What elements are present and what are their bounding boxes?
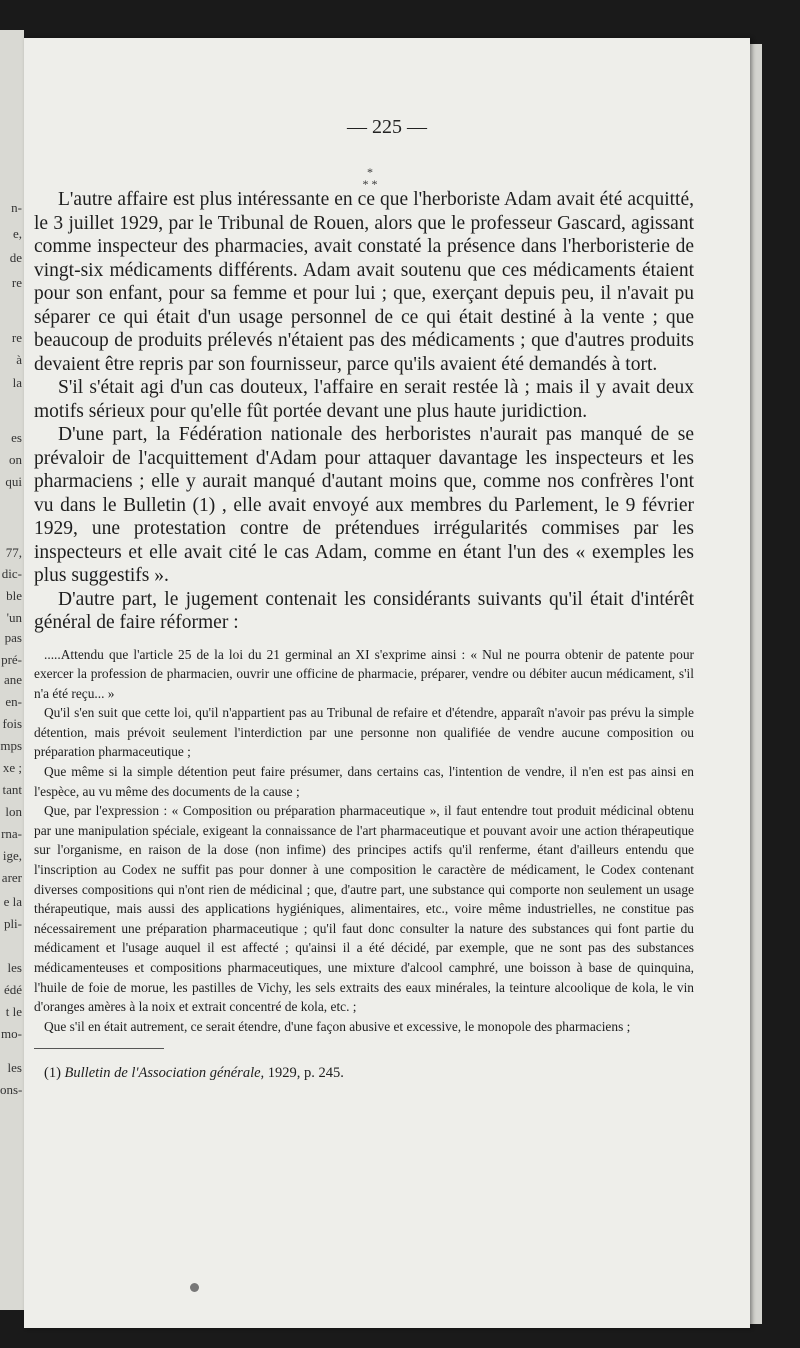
margin-fragment: arer (1, 870, 22, 885)
margin-fragment: re (11, 275, 22, 290)
page-body (34, 188, 694, 1083)
margin-fragment: mo- (1, 1026, 22, 1041)
paragraph: D'autre part, le jugement contenait les considérants suivants qu'il était d'intérêt général de faire réformer : (34, 588, 694, 633)
footnote-rule (34, 1048, 164, 1049)
margin-fragment: es (11, 430, 22, 445)
margin-fragment: on (9, 452, 22, 467)
margin-fragment: pli- (3, 916, 22, 931)
margin-fragment: ble (6, 588, 22, 603)
document-page (24, 38, 750, 1328)
asterism-top: * (367, 165, 373, 179)
paper-blemish (190, 1283, 199, 1292)
margin-fragment: t le (5, 1004, 22, 1019)
margin-fragment: 77, (5, 545, 22, 560)
margin-fragment: e, (12, 226, 22, 241)
margin-fragment: pas (4, 630, 22, 645)
footnote (34, 1063, 694, 1083)
margin-fragment: rna- (1, 826, 22, 841)
quoted-judgment (34, 645, 694, 1037)
margin-fragment: lon (5, 804, 22, 819)
margin-fragment: dic- (1, 566, 22, 581)
margin-fragment: les (7, 960, 22, 975)
paragraph: D'une part, la Fédération nationale des herboristes n'aurait pas manqué de se prévaloir de l'acquittement d'Adam pour attaquer davantage les inspecteurs et les pharmaciens ; elle y aurait manqué d'autant moins que, comme nos confrères l'ont vu dans le Bulletin (1) , elle avait envoyé aux membres du Parlement, le 9 février 1929, une protestation contre de prétendues irrégularités commises par les inspecteurs et elle avait cité le cas Adam, comme en étant l'un des « exemples les plus suggestifs ». (34, 424, 694, 586)
margin-fragment: e la (3, 894, 22, 909)
quote-paragraph: Qu'il s'en suit que cette loi, qu'il n'appartient pas au Tribunal de refaire et d'étendre, apparaît n'avoir pas prévu la simple détention, mais prévoit seulement l'interdiction par une personne non qualifiée de vendre aucune composition ou préparation pharmaceutique ; (34, 705, 694, 760)
adjacent-page-edge (0, 30, 24, 1310)
margin-fragment: à (16, 352, 22, 367)
margin-fragment: les (7, 1060, 22, 1075)
footnote-citation: 1929, p. 245. (264, 1065, 344, 1082)
margin-fragment: tant (2, 782, 22, 797)
margin-fragment: mps (0, 738, 22, 753)
asterism-bottom: * * (362, 177, 378, 191)
margin-fragment: ige, (2, 848, 22, 863)
quote-paragraph: Que s'il en était autrement, ce serait étendre, d'une façon abusive et excessive, le monopole des pharmaciens ; (44, 1018, 631, 1034)
margin-fragment: la (12, 375, 22, 390)
margin-fragment: qui (5, 474, 22, 489)
footnote-marker: (1) (44, 1065, 61, 1082)
margin-fragment: pré- (1, 652, 22, 667)
quote-paragraph: .....Attendu que l'article 25 de la loi du 21 germinal an XI s'exprime ainsi : « Nul ne pourra obtenir de patente pour exercer la profession de pharmacien, ouvrir une officine de pharmacie, préparer, vendre ou débiter aucun médicament, s'il n'a été reçu... » (34, 646, 694, 701)
page-edge-shadow (750, 44, 762, 1324)
margin-fragment: 'un (6, 610, 22, 625)
margin-fragment: fois (2, 716, 22, 731)
quote-paragraph: Que même si la simple détention peut faire présumer, dans certains cas, l'intention de vendre, il n'en est pas ainsi en l'espèce, au vu même des documents de la cause ; (34, 764, 694, 799)
margin-fragment: en- (5, 694, 22, 709)
page-number: — 225 — (347, 116, 427, 138)
footnote-title: Bulletin de l'Association générale, (64, 1065, 265, 1082)
paragraph: L'autre affaire est plus intéressante en ce que l'herboriste Adam avait été acquitté, le 3 juillet 1929, par le Tribunal de Rouen, alors que le professeur Gascard, agissant comme inspecteur des pharmacies, avait constaté la présence dans l'herboristerie de vingt-six médicaments différents. Adam avait soutenu que ces médicaments étaient pour son enfant, pour sa femme et pour lui ; que, exerçant depuis peu, il n'avait pu séparer ce qui était d'un usage personnel de ce qui était destiné à la vente ; que beaucoup de produits prélevés n'étaient pas des médicaments ; que d'autres produits devaient être repris par son fournisseur, parce qu'ils avaient été demandés à tort. (34, 189, 694, 375)
quote-paragraph: Que, par l'expression : « Composition ou préparation pharmaceutique », il faut entendre tout produit médicinal obtenu par une manipulation spéciale, exigeant la connaissance de l'art pharmaceutique et pouvant avoir une action thérapeutique sur l'organisme, en raison de la dose (non infime) des principes actifs qu'il renferme, étant d'ailleurs entendu que l'inscription au Codex ne suffit pas pour donner à une composition le caractère de médicament, le Codex contenant diverses compositions qui n'ont rien de médicinal ; que, d'autre part, une substance qui comporte non seulement un usage thérapeutique, mais aussi des applications hygiéniques, alimentaires, etc., voire même industrielles, ne constitue pas nécessairement une préparation pharmaceutique ; qu'il faut donc consulter la nature des substances qui font partie du médicament et l'usage auquel il est affecté ; qu'ainsi il a été décidé, par exemple, que ne sont pas des substances médicamenteuses et compositions pharmaceutiques, une mixture d'alcool camphré, une boisson à base de quinquina, l'huile de foie de morue, les pastilles de Vichy, les sels extraits des eaux minérales, la teinture alcoolique de kola, le vin d'oranges amères à la noix et extrait concentré de kola, etc. ; (34, 803, 694, 1015)
margin-fragment: xe ; (2, 760, 22, 775)
margin-fragment: n- (11, 200, 22, 215)
margin-fragment: ane (3, 672, 22, 687)
margin-fragment: édé (3, 982, 22, 997)
margin-fragment: de (9, 250, 22, 265)
margin-fragment: ons- (0, 1082, 23, 1097)
margin-fragment: re (11, 330, 22, 345)
paragraph: S'il s'était agi d'un cas douteux, l'affaire en serait restée là ; mais il y avait deux motifs sérieux pour qu'elle fût portée devant une plus haute juridiction. (34, 377, 694, 422)
